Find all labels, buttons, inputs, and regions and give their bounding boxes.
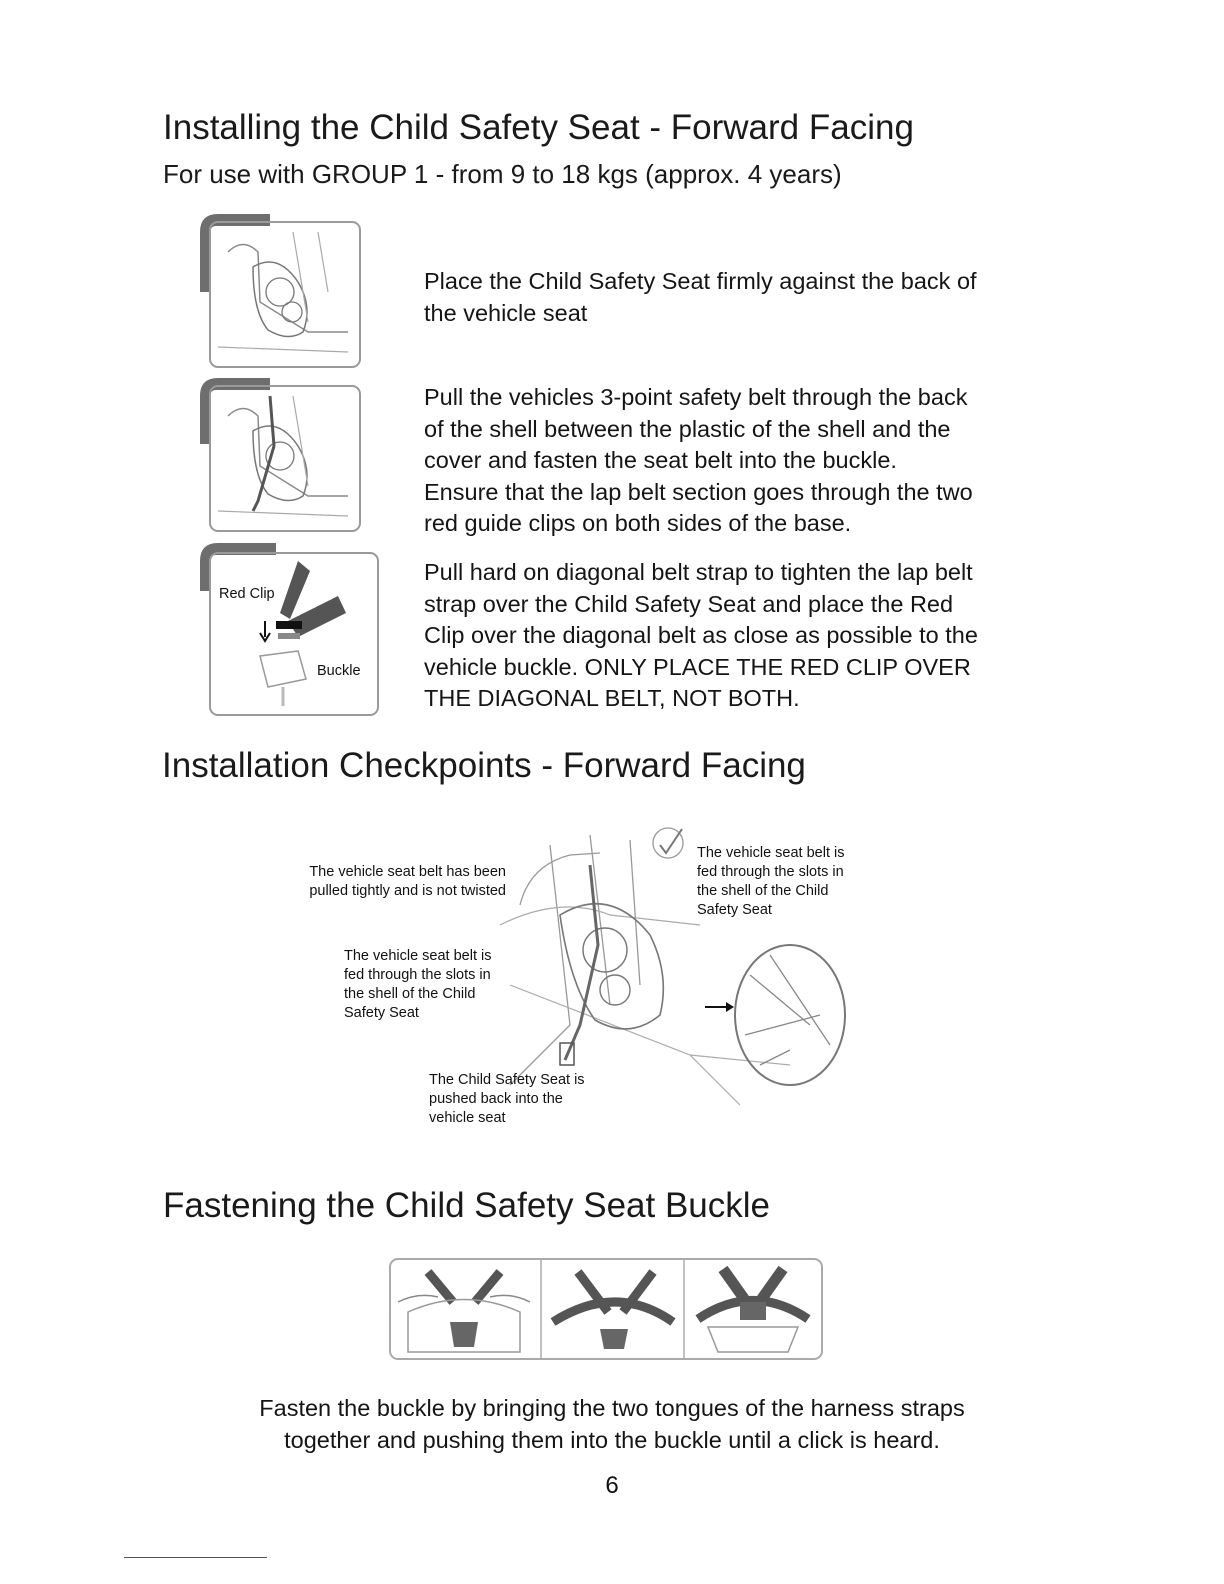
step1-illustration [198, 212, 368, 372]
step-3-text: Pull hard on diagonal belt strap to tighten the lap belt strap over the Child Safety Seat and place the Red Clip over the diagonal belt as close as possible to the vehicle buckle. ONLY PLACE THE RED CLIP OVER THE DIAGONAL BELT, NOT BOTH. [424, 559, 978, 712]
label-buckle: Buckle [317, 663, 361, 679]
step-1-text: Place the Child Safety Seat firmly against the back of the vehicle seat [424, 268, 977, 326]
section-title-buckle: Fastening the Child Safety Seat Buckle [163, 1186, 771, 1225]
step2-illustration [198, 376, 368, 536]
section-title-forward: Installing the Child Safety Seat - Forward Facing [163, 108, 914, 147]
label-red-clip: Red Clip [219, 586, 275, 602]
footer-rule [124, 1557, 267, 1558]
section-subtitle-group: For use with GROUP 1 - from 9 to 18 kgs (approx. 4 years) [163, 159, 842, 189]
step-2-text: Pull the vehicles 3-point safety belt through the back of the shell between the plastic of the shell and the cover and fasten the seat belt into the buckle. Ensure that the lap belt section goes through the two red guide clips on both sides of the base. [424, 384, 973, 537]
callout-belt-slots-right: The vehicle seat belt is fed through the slots in the shell of the Child Safety Seat [697, 845, 845, 918]
section-title-checkpoints: Installation Checkpoints - Forward Facing [162, 746, 806, 785]
callout-belt-tight: The vehicle seat belt has been pulled tightly and is not twisted [309, 864, 506, 899]
callout-pushed-back: The Child Safety Seat is pushed back into the vehicle seat [429, 1072, 585, 1126]
buckle-illustration-strip [388, 1257, 824, 1361]
callout-belt-slots-left: The vehicle seat belt is fed through the slots in the shell of the Child Safety Seat [344, 948, 492, 1021]
step3-illustration [198, 541, 388, 721]
page-number: 6 [605, 1472, 619, 1499]
buckle-instruction: Fasten the buckle by bringing the two tongues of the harness straps together and pushing them into the buckle until a click is heard. [259, 1395, 965, 1453]
